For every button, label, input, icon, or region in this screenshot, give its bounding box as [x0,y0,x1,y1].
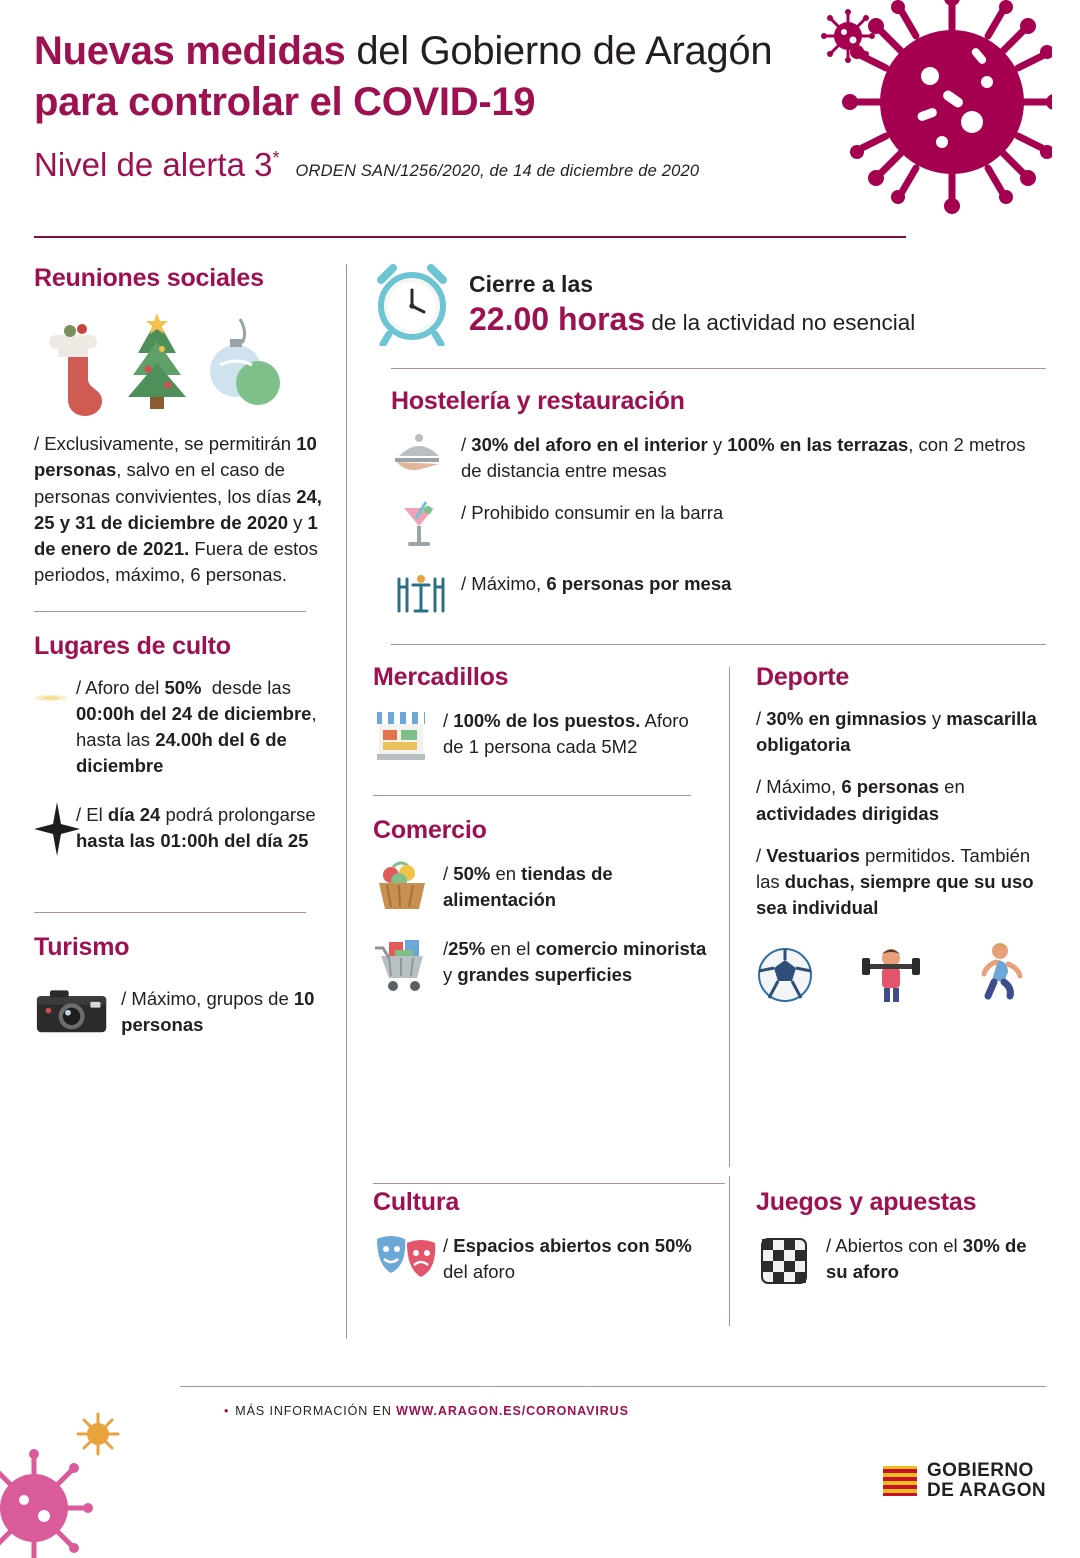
list-item [391,569,1046,620]
gobierno-aragon-text [927,1461,1046,1502]
header-divider [34,236,906,238]
page-title [34,26,854,128]
cultura-item-text: / Espacios abiertos con 50% del aforo [443,1234,692,1282]
divider-mid-1 [373,795,691,796]
section-title-comercio: Comercio [373,815,487,844]
coronavirus-illustration-small [820,8,876,64]
christmas-tree-icon [118,313,196,417]
aragon-flag-icon [883,1466,917,1496]
table-chairs-icon [391,569,447,620]
closing-rest: de la actividad no esencial [645,309,916,335]
list-item [373,859,709,920]
cocktail-icon [391,498,447,555]
title-part-3: para controlar el COVID-19 [34,80,536,125]
footer-url[interactable]: WWW.ARAGON.ES/CORONAVIRUS [396,1404,629,1418]
gobierno-line-1: GOBIERNO [926,1459,1034,1481]
list-item [391,498,1046,555]
juegos-item-text: / Abiertos con el 30% de su aforo [826,1234,1027,1282]
list-item [373,1231,709,1292]
content-area [34,264,1046,1404]
theatre-masks-icon [373,1231,429,1292]
section-title-mercadillos: Mercadillos [373,662,509,691]
hosteleria-item-0-text: / 30% del aforo en el interior y 100% en las terrazas, con 2 metros de distancia entre mesas [461,434,1026,481]
section-title-reuniones: Reuniones sociales [34,264,264,292]
column-cultura [373,1142,729,1326]
hosteleria-list [391,430,1046,620]
title-part-1: Nuevas medidas [34,29,346,73]
deporte-item-0: / 30% en gimnasios y mascarilla obligatoria [756,707,1037,756]
orden-reference: ORDEN SAN/1256/2020, de 14 de diciembre de 2020 [295,162,700,181]
sock-icon [42,321,104,417]
deporte-item-1: / Máximo, 6 personas en actividades dirigidas [756,776,965,824]
divider-right-1 [391,368,1046,369]
star-icon [34,802,80,856]
section-title-turismo: Turismo [34,933,130,962]
divider-right-2 [391,644,1046,645]
alert-level-text: Nivel de alerta 3 [34,146,273,184]
christmas-icons [42,307,324,417]
shopping-cart-icon [373,934,429,1001]
comercio-item-1-text: /25% en el comercio minorista y grandes superficies [443,937,707,985]
deporte-item-2: / Vestuarios permitidos. También las duchas, siempre que su uso sea individual [756,844,1034,919]
gobierno-line-2: DE ARAGON [926,1480,1046,1502]
column-juegos [730,1142,1046,1326]
closing-hour: 22.00 horas [469,300,646,337]
christmas-bauble-icon [210,313,284,417]
footer [0,1378,1080,1528]
section-title-juegos: Juegos y apuestas [756,1187,977,1216]
column-right [347,264,1046,1404]
runner-icon [968,940,1024,1004]
title-part-2: del Gobierno de Aragón [345,29,773,73]
section-title-lugares-culto: Lugares de culto [34,631,231,660]
alert-level [34,146,279,184]
light-rays-icon [34,683,68,713]
footer-info [224,1404,629,1418]
column-left [34,264,346,1404]
comercio-item-0-text: / 50% en tiendas de alimentación [443,862,613,910]
footer-divider [180,1386,1046,1387]
turismo-row [34,976,324,1048]
alert-level-asterisk: * [272,148,280,169]
weightlifter-icon [860,942,922,1004]
column-mercadillos-comercio [373,663,729,1167]
list-item [756,1231,1046,1296]
hosteleria-item-1-text: / Prohibido consumir en la barra [461,501,724,523]
column-deporte [730,663,1046,1167]
soccer-ball-icon [756,946,814,1004]
bottom-columns [373,1142,1046,1326]
gobierno-aragon-logo [883,1461,1046,1502]
footer-info-prefix: MÁS INFORMACIÓN EN [235,1404,397,1418]
dice-icon [756,1231,812,1296]
section-title-deporte: Deporte [756,662,850,691]
mid-columns [373,663,1046,1167]
closing-label: Cierre a las [469,270,594,297]
alarm-clock-icon [373,264,451,346]
list-item [373,706,709,771]
culto-item-2: / El día 24 podrá prolongarse hasta las 01:00h del día 25 [76,803,316,851]
turismo-text: / Máximo, grupos de 10 personas [121,988,315,1036]
list-item [373,934,709,1001]
list-item [391,430,1046,484]
hosteleria-item-2-text: / Máximo, 6 personas por mesa [461,572,732,594]
grocery-basket-icon [373,859,429,920]
closing-hours-text [469,271,915,339]
divider-left-2 [34,912,306,913]
bullet-icon: • [224,1404,230,1418]
food-tray-icon [391,430,447,481]
divider-left-1 [34,611,306,612]
culto-item-1: / Aforo del 50% desde las 00:00h del 24 de diciembre, hasta las 24.00h del 6 de diciembre [76,676,317,777]
section-title-hosteleria: Hostelería y restauración [391,387,685,415]
market-stall-icon [373,706,429,771]
header [34,0,1046,246]
camera-icon [34,976,109,1048]
coronavirus-illustration-footer [0,1408,142,1558]
reuniones-text: / Exclusivamente, se permitirán 10 personas, salvo en el caso de personas convivientes, los días 24, 25 y 31 de diciembre de 2020 y 1 de enero de 2021. Fuera de estos periodos, máximo, 6 personas. [34,433,322,586]
section-title-cultura: Cultura [373,1187,460,1216]
closing-hours-row [373,264,1046,346]
mercadillos-item-text: / 100% de los puestos. Aforo de 1 persona cada 5M2 [443,709,689,757]
